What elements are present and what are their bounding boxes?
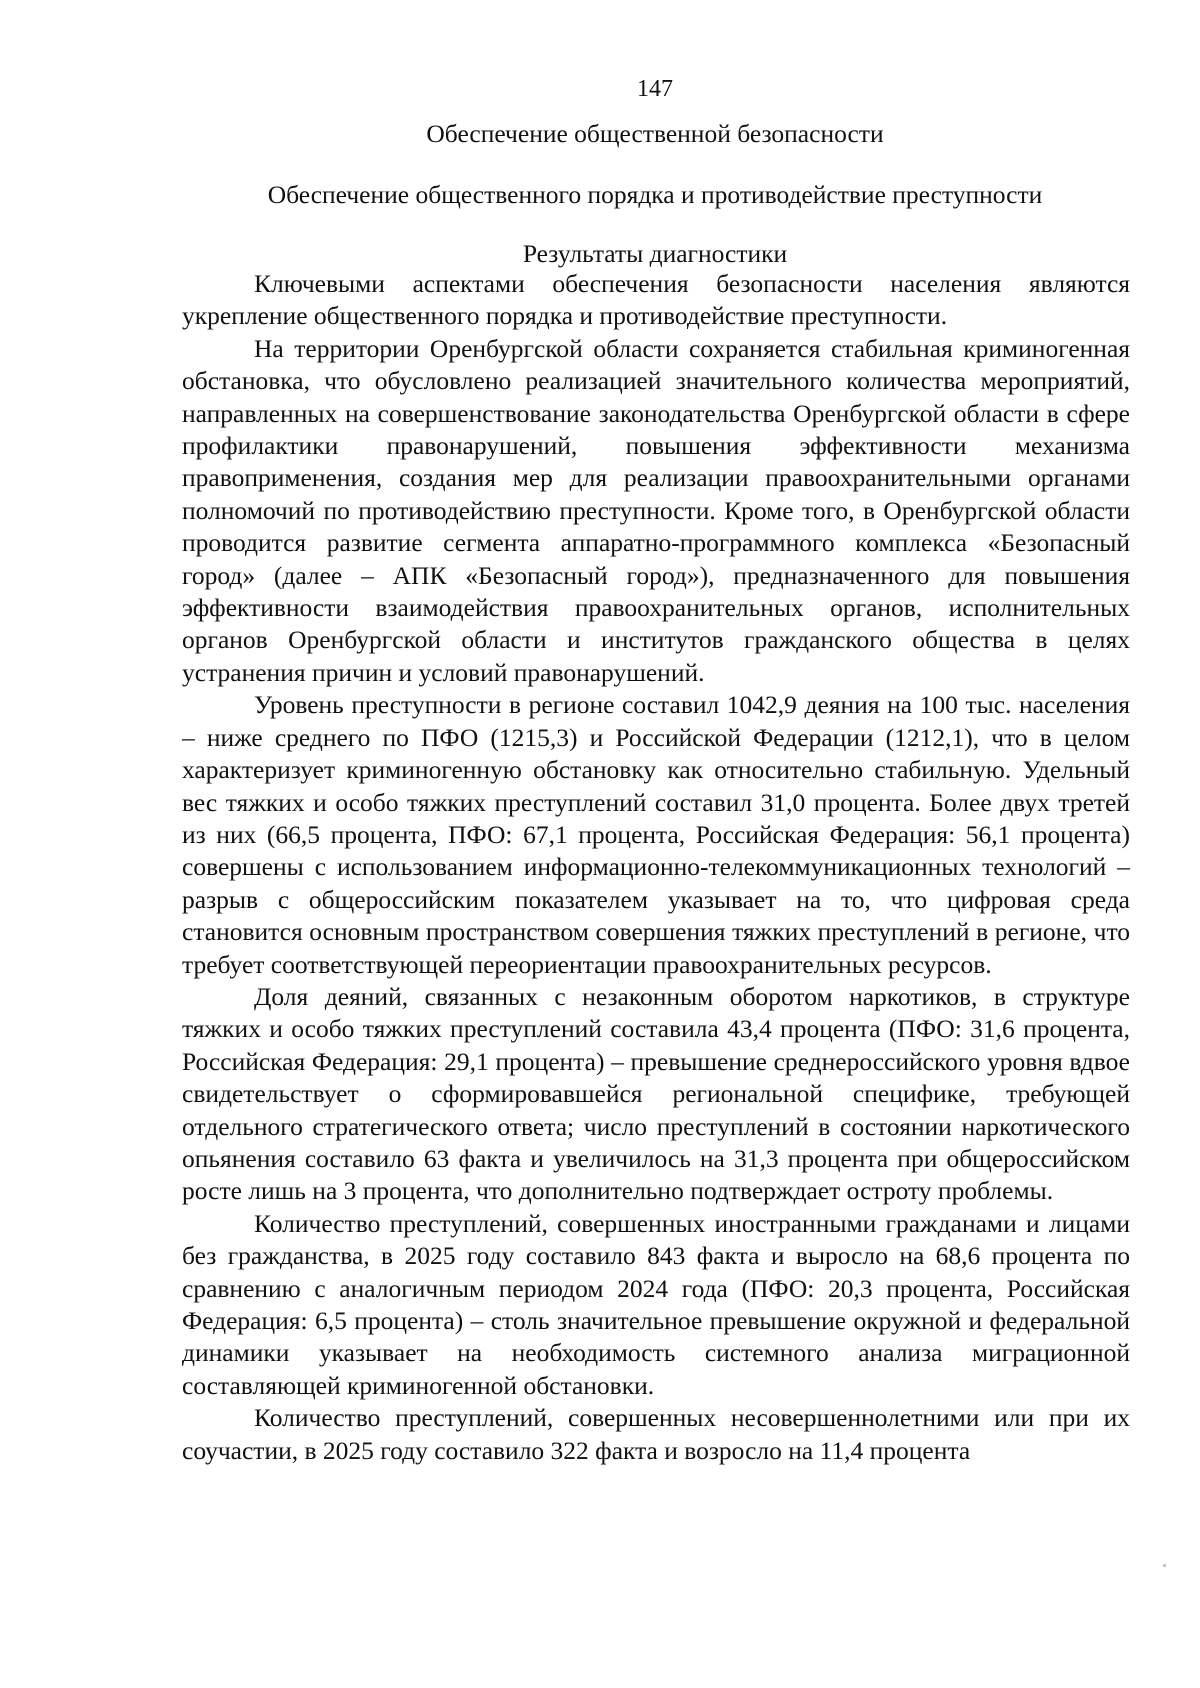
paragraph-2: На территории Оренбургской области сохраняется стабильная криминогенная обстановка, что обусловлено реализацией значительного количества мероприятий, направленных на совершенствование законодательства Оренбургской области в сфере профилактики правонарушений, повышения эффективности механизма правоприменения, создания мер для реализации правоохранительными органами полномочий по противодействию преступности. Кроме того, в Оренбургской области проводится развитие сегмента аппаратно-программного комплекса «Безопасный город» (далее – АПК «Безопасный город»), предназначенного для повышения эффективности взаимодействия правоохранительных органов, исполнительных органов Оренбургской области и институтов гражданского общества в целях устранения причин и условий правонарушений. <box>182 333 1130 687</box>
subsection-heading: Обеспечение общественного порядка и противодействие преступности <box>267 180 1043 209</box>
section-heading: Обеспечение общественной безопасности <box>426 119 884 148</box>
paragraph-6: Количество преступлений, совершенных несовершеннолетними или при их соучастии, в 2025 году составило 322 факта и возросло на 11,4 процента <box>182 1403 1130 1465</box>
paragraph-1: Ключевыми аспектами обеспечения безопасности населения являются укрепление общественного порядка и противодействие преступности. <box>182 269 1130 331</box>
paragraph-4: Доля деяний, связанных с незаконным оборотом наркотиков, в структуре тяжких и особо тяжких преступлений составила 43,4 процента (ПФО: 31,6 процента, Российская Федерация: 29,1 процента) – превышение среднероссийского уровня вдвое свидетельствует о сформировавшейся региональной специфике, требующей отдельного стратегического ответа; число преступлений в состоянии наркотического опьянения составило 63 факта и увеличилось на 31,3 процента при общероссийском росте лишь на 3 процента, что дополнительно подтверждает остроту проблемы. <box>182 981 1130 1206</box>
page-number: 147 <box>637 76 673 102</box>
paragraph-3: Уровень преступности в регионе составил 1042,9 деяния на 100 тыс. населения – ниже среднего по ПФО (1215,3) и Российской Федерации (1212,1), что в целом характеризует криминогенную обстановку как относительно стабильную. Удельный вес тяжких и особо тяжких преступлений составил 31,0 процента. Более двух третей из них (66,5 процента, ПФО: 67,1 процента, Российская Федерация: 56,1 процента) совершены с использованием информационно-телекоммуникационных технологий – разрыв с общероссийским показателем указывает на то, что цифровая среда становится основным пространством совершения тяжких преступлений в регионе, что требует соответствующей переориентации правоохранительных ресурсов. <box>182 690 1130 979</box>
subsubsection-heading: Результаты диагностики <box>522 239 788 268</box>
paragraph-5: Количество преступлений, совершенных иностранными гражданами и лицами без гражданства, в 2025 году составило 843 факта и выросло на 68,6 процента по сравнению с аналогичным периодом 2024 года (ПФО: 20,3 процента, Российская Федерация: 6,5 процента) – столь значительное превышение окружной и федеральной динамики указывает на необходимость системного анализа миграционной составляющей криминогенной обстановки. <box>182 1208 1130 1400</box>
scan-speck <box>1163 1564 1166 1567</box>
body-text <box>182 268 1130 1467</box>
